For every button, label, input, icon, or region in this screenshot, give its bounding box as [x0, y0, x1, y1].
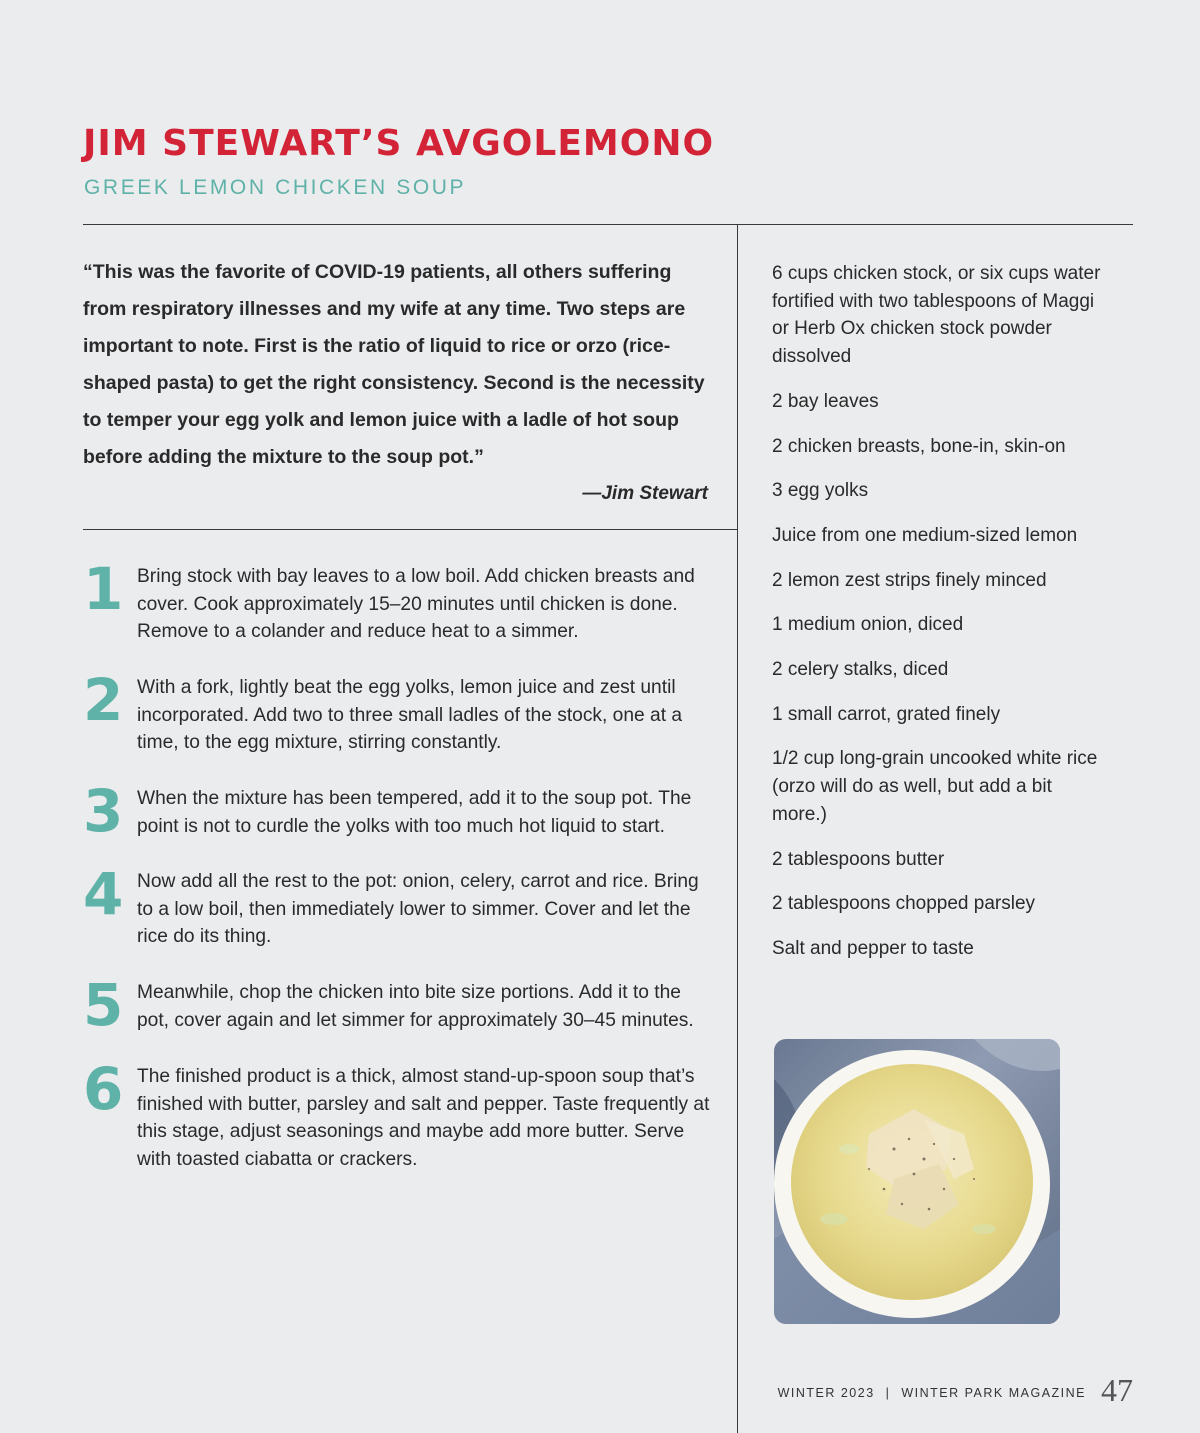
column-divider	[737, 224, 738, 1433]
step-text: Now add all the rest to the pot: onion, celery, carrot and rice. Bring to a low boil, then immediately lower to simmer. Cover and let the rice do its thing.	[137, 871, 699, 948]
quote-attribution: —Jim Stewart	[582, 483, 708, 504]
ingredient-item: 2 chicken breasts, bone-in, skin-on	[772, 435, 1066, 457]
step-number: 2	[83, 666, 124, 734]
step-number: 3	[83, 777, 124, 845]
ingredients-list	[772, 260, 1112, 980]
ingredient-item: 2 celery stalks, diced	[772, 659, 949, 681]
step-text: Meanwhile, chop the chicken into bite size portions. Add it to the pot, cover again and let simmer for approximately 30–45 minutes.	[137, 982, 694, 1031]
ingredient-item: 3 egg yolks	[772, 480, 869, 502]
recipe-subtitle: GREEK LEMON CHICKEN SOUP	[84, 176, 467, 199]
ingredient-item: 2 tablespoons butter	[772, 848, 945, 870]
ingredient-item: 6 cups chicken stock, or six cups water fortified with two tablespoons of Maggi or Herb Ox chicken stock powder dissolved	[772, 263, 1101, 368]
step-number: 4	[83, 860, 124, 928]
ingredient-item: 1 small carrot, grated finely	[772, 703, 1001, 725]
ingredient-item: 2 tablespoons chopped parsley	[772, 893, 1036, 915]
ingredient-item: 1 medium onion, diced	[772, 614, 964, 636]
ingredient-item: 2 bay leaves	[772, 390, 879, 412]
ingredient-item: Salt and pepper to taste	[772, 937, 974, 959]
step-number: 5	[83, 971, 124, 1039]
page-number: 47	[1101, 1372, 1133, 1408]
ingredient-item: 2 lemon zest strips finely minced	[772, 569, 1047, 591]
step-text: Bring stock with bay leaves to a low boil. Add chicken breasts and cover. Cook approximately 15–20 minutes until chicken is done. Remove to a colander and reduce heat to a simmer.	[137, 566, 695, 643]
recipe-title: JIM STEWART’S AVGOLEMONO	[83, 123, 715, 164]
intro-quote: “This was the favorite of COVID-19 patients, all others suffering from respiratory illnesses and my wife at any time. Two steps are important to note. First is the ratio of liquid to rice or orzo (rice-shaped pasta) to get the right consistency. Second is the necessity to temper your egg yolk and lemon juice with a ladle of hot soup before adding the mixture to the soup pot.”	[83, 261, 705, 468]
ingredient-item: Juice from one medium-sized lemon	[772, 524, 1078, 546]
step-text: When the mixture has been tempered, add it to the soup pot. The point is not to curdle the yolks with too much hot liquid to start.	[137, 788, 692, 837]
top-divider	[83, 224, 1133, 225]
quote-divider	[83, 529, 738, 530]
page-footer	[760, 1370, 1133, 1413]
step-number: 1	[83, 555, 124, 623]
soup-photo	[774, 1039, 1060, 1324]
footer-separator: |	[885, 1386, 891, 1400]
step-text: With a fork, lightly beat the egg yolks, lemon juice and zest until incorporated. Add two to three small ladles of the stock, one at a time, to the egg mixture, stirring constantly.	[137, 677, 683, 754]
soup-bowl-illustration	[774, 1039, 1060, 1324]
step-text: The finished product is a thick, almost stand-up-spoon soup that’s finished with butter, parsley and salt and pepper. Taste frequently at this stage, adjust seasonings and maybe add more butter. Serve with toasted ciabatta or crackers.	[137, 1066, 710, 1171]
step-number: 6	[83, 1055, 124, 1123]
footer-issue: WINTER 2023	[777, 1386, 875, 1400]
ingredient-item: 1/2 cup long-grain uncooked white rice (orzo will do as well, but add a bit more.)	[772, 748, 1098, 825]
footer-magazine: WINTER PARK MAGAZINE	[901, 1386, 1087, 1400]
